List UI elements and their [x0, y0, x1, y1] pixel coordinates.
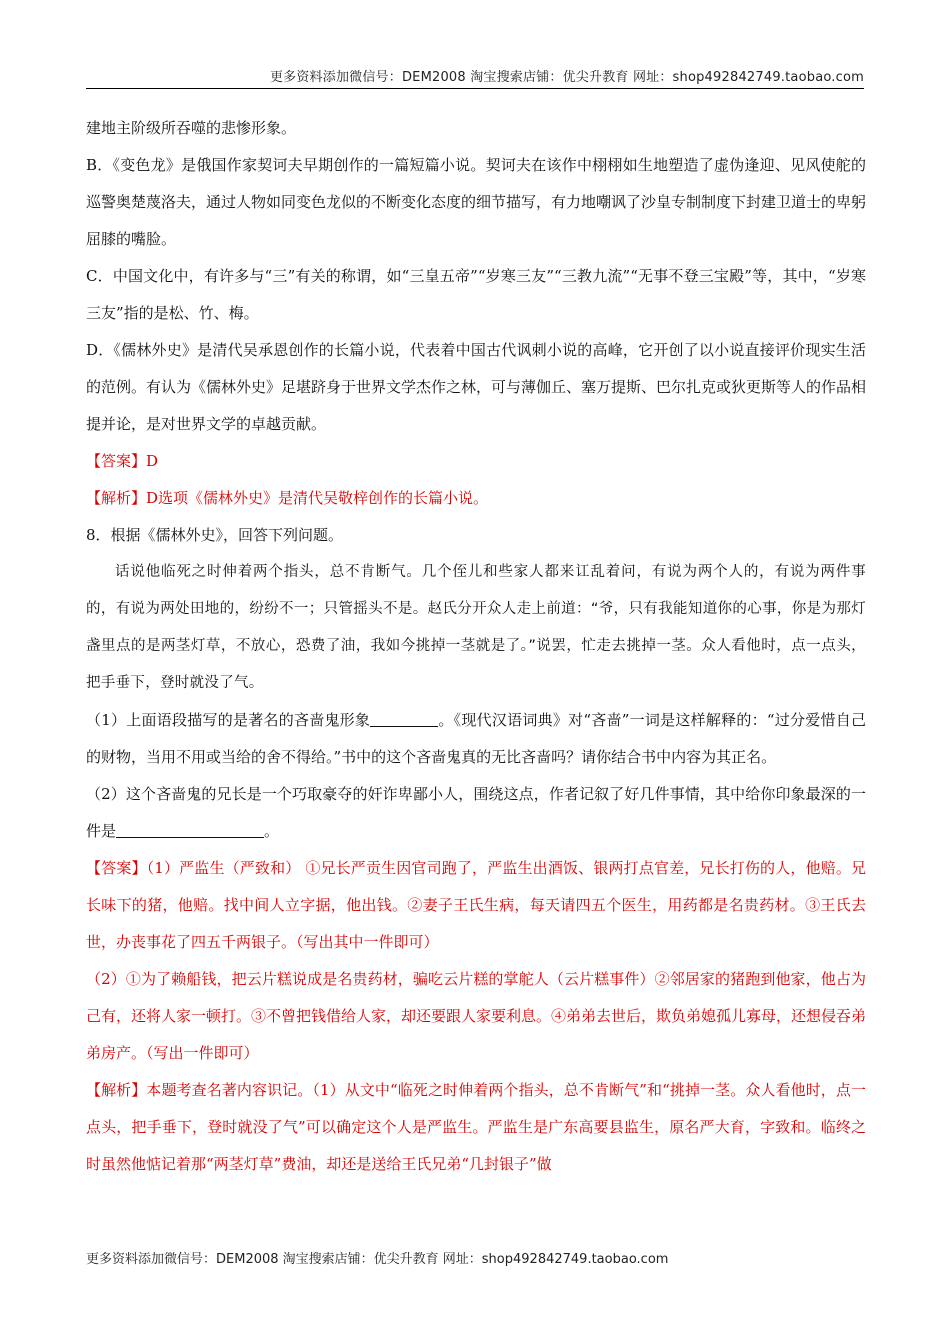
option-d: D．《儒林外史》是清代吴承恩创作的长篇小说，代表着中国古代讽刺小说的高峰，它开创了以小说直接评价现实生活的范例。有认为《儒林外史》足堪跻身于世界文学杰作之林，可与薄伽丘、塞万提斯、巴尔扎克或狄更斯等人的作品相提并论，是对世界文学的卓越贡献。	[86, 341, 867, 433]
question-8-2-part-a: （2）这个吝啬鬼的兄长是一个巧取豪夺的奸诈卑鄙小人，围绕这点，作者记叙了好几件事情，其中给你印象最深的一件是	[86, 785, 866, 840]
page-content	[86, 110, 866, 1183]
page-header: 更多资料添加微信号：DEM2008 淘宝搜索店铺：优尖升教育 网址：shop492842749.taobao.com	[269, 70, 864, 85]
answer-blank-1	[370, 706, 438, 727]
question-8: 8．根据《儒林外史》，回答下列问题。	[86, 526, 344, 544]
paragraph-continuation: 建地主阶级所吞噬的悲惨形象。	[86, 119, 297, 137]
question-8-1	[86, 702, 866, 776]
question-8-2	[86, 776, 866, 850]
analysis-7: 【解析】D选项《儒林外史》是清代吴敬梓创作的长篇小说。	[86, 489, 489, 507]
answer-7: 【答案】D	[86, 452, 159, 470]
question-8-2-part-b: 。	[264, 822, 280, 840]
answer-8-1: 【答案】（1）严监生（严致和） ①兄长严贡生因官司跑了，严监生出酒饭、银两打点官差，兄长打伤的人，他赔。兄长味下的猪，他赔。找中间人立字据，他出钱。②妻子王氏生病，每天请四五个医生，用药都是名贵药材。③王氏去世，办丧事花了四五千两银子。（写出其中一件即可）	[86, 859, 866, 951]
question-8-1-part-b: 。《现代汉语词典》对“吝啬”一词是这样解释的：“过分爱惜自己的财物，当用不用或当给的舍不得给。”书中的这个吝啬鬼真的无比吝啬吗？请你结合书中内容为其正名。	[86, 711, 867, 766]
question-8-1-part-a: （1）上面语段描写的是著名的吝啬鬼形象	[86, 711, 371, 729]
analysis-8: 【解析】本题考查名著内容识记。（1）从文中“临死之时伸着两个指头，总不肯断气”和“挑掉一茎。众人看他时，点一点头，把手垂下，登时就没了气”可以确定这个人是严监生。严监生是广东高要县监生，原名严大育，字致和。临终之时虽然他惦记着那“两茎灯草”费油，却还是送给王氏兄弟“几封银子”做	[86, 1081, 866, 1173]
passage: 话说他临死之时伸着两个指头，总不肯断气。几个侄儿和些家人都来讧乱着问，有说为两个人的，有说为两件事的，有说为两处田地的，纷纷不一；只管摇头不是。赵氏分开众人走上前道：“爷，只有我能知道你的心事，你是为那灯盏里点的是两茎灯草，不放心，恐费了油，我如今挑掉一茎就是了。”说罢，忙走去挑掉一茎。众人看他时，点一点头，把手垂下，登时就没了气。	[86, 564, 866, 691]
page-footer: 更多资料添加微信号：DEM2008 淘宝搜索店铺：优尖升教育 网址：shop492842749.taobao.com	[86, 1252, 669, 1267]
answer-blank-2	[116, 817, 264, 838]
option-b: B．《变色龙》是俄国作家契诃夫早期创作的一篇短篇小说。契诃夫在该作中栩栩如生地塑造了虚伪逢迎、见风使舵的巡警奥楚蔑洛夫，通过人物如同变色龙似的不断变化态度的细节描写，有力地嘲讽了沙皇专制制度下封建卫道士的卑躬屈膝的嘴脸。	[86, 156, 867, 248]
header-divider	[86, 88, 864, 89]
answer-8-2: （2）①为了赖船钱，把云片糕说成是名贵药材，骗吃云片糕的掌舵人（云片糕事件）②邻居家的猪跑到他家，他占为己有，还将人家一顿打。③不曾把钱借给人家，却还要跟人家要利息。④弟弟去世后，欺负弟媳孤儿寡母，还想侵吞弟弟房产。（写出一件即可）	[86, 970, 867, 1062]
option-c: C．中国文化中，有许多与“三”有关的称谓，如“三皇五帝”“岁寒三友”“三教九流”“无事不登三宝殿”等，其中，“岁寒三友”指的是松、竹、梅。	[86, 267, 866, 322]
